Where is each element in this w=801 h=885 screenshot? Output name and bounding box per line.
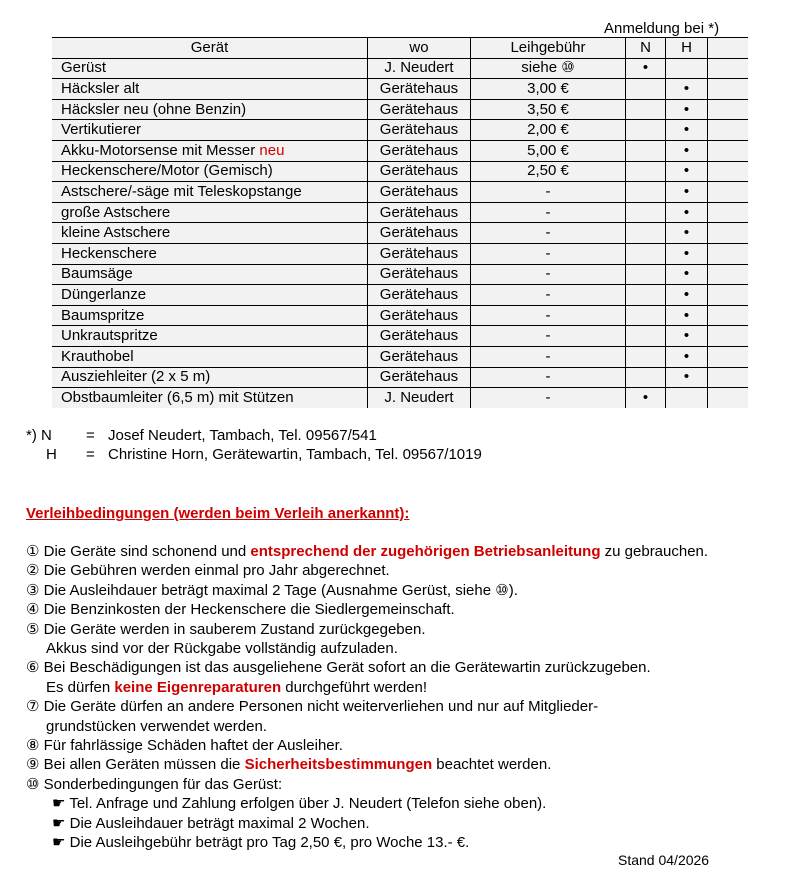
table-row [52,161,748,182]
table-header-row [52,38,748,59]
col-header-wo: wo [368,38,471,59]
col-header-empty [708,38,749,59]
cell-h-marker: • [666,140,708,161]
cell-geraet [52,202,368,223]
cell-leihgebuehr: - [471,367,626,388]
cell-n-marker [626,99,666,120]
table-row [52,264,748,285]
legend-text: Josef Neudert, Tambach, Tel. 09567/541 [108,427,377,444]
table-row [52,182,748,203]
condition-highlight: entsprechend der zugehörigen Betriebsanleitung [250,543,601,560]
geraet-name: Häcksler alt [61,79,140,97]
legend-key: H [46,446,57,463]
cell-n-marker [626,223,666,244]
condition-10: ⑩ Sonderbedingungen für das Gerüst: [26,775,283,793]
cell-empty [708,388,749,408]
cell-n-marker [626,202,666,223]
condition-9 [26,755,708,774]
cell-leihgebuehr: - [471,243,626,264]
cell-empty [708,120,749,141]
condition-5: ⑤ Die Geräte werden in sauberem Zustand zurückgegeben. [26,620,426,638]
table-row [52,326,748,347]
cell-empty [708,285,749,306]
table-row [52,285,748,306]
cell-h-marker [666,58,708,79]
cell-h-marker: • [666,161,708,182]
cell-leihgebuehr: siehe ⑩ [471,58,626,79]
cell-h-marker: • [666,326,708,347]
cell-empty [708,79,749,100]
condition-highlight: keine Eigenreparaturen [114,678,282,696]
cell-geraet [52,58,368,79]
cell-h-marker: • [666,285,708,306]
condition-2: ② Die Gebühren werden einmal pro Jahr abgerechnet. [26,562,390,580]
cell-geraet [52,264,368,285]
cell-wo: Gerätehaus [368,202,471,223]
condition-8: ⑧ Für fahrlässige Schäden haftet der Ausleiher. [26,737,343,755]
cell-empty [708,182,749,203]
condition-6: ⑥ Bei Beschädigungen ist das ausgeliehene Gerät sofort an die Gerätewartin zurückzugeben. [26,659,651,677]
cell-geraet [52,223,368,244]
cell-leihgebuehr: - [471,326,626,347]
table-row [52,346,748,367]
cell-n-marker [626,326,666,347]
table-row [52,79,748,100]
col-header-geraet: Gerät [52,38,368,59]
cell-geraet [52,367,368,388]
cell-n-marker [626,120,666,141]
cell-empty [708,223,749,244]
conditions-title: Verleihbedingungen (werden beim Verleih anerkannt): [26,505,410,522]
cell-n-marker: • [626,388,666,408]
cell-leihgebuehr: - [471,346,626,367]
cell-n-marker [626,182,666,203]
condition-text: ① Die Geräte sind schonend und [26,543,251,560]
cell-geraet [52,120,368,141]
cell-h-marker: • [666,264,708,285]
geraet-name: Krauthobel [61,347,134,365]
cell-wo: Gerätehaus [368,305,471,326]
geraet-name: kleine Astschere [61,224,171,242]
condition-7: ⑦ Die Geräte dürfen an andere Personen nicht weiterverliehen und nur auf Mitglieder- [26,698,599,716]
cell-wo: Gerätehaus [368,243,471,264]
cell-n-marker [626,346,666,367]
cell-empty [708,140,749,161]
cell-empty [708,99,749,120]
cell-wo: Gerätehaus [368,346,471,367]
cell-empty [708,346,749,367]
cell-wo: Gerätehaus [368,161,471,182]
geraet-name: große Astschere [61,203,171,221]
condition-3: ③ Die Ausleihdauer beträgt maximal 2 Tage (Ausnahme Gerüst, siehe ⑩). [26,581,518,599]
anmeldung-label: Anmeldung bei *) [604,20,720,37]
geraet-name: Ausziehleiter (2 x 5 m) [61,368,211,386]
cell-h-marker: • [666,223,708,244]
cell-leihgebuehr: 3,50 € [471,99,626,120]
geraete-table [52,37,748,408]
cell-geraet [52,305,368,326]
new-badge: neu [259,141,285,159]
table-row [52,367,748,388]
cell-wo: Gerätehaus [368,140,471,161]
cell-wo: Gerätehaus [368,223,471,244]
geraet-name: Baumspritze [61,306,145,324]
cell-n-marker [626,140,666,161]
cell-wo: Gerätehaus [368,326,471,347]
cell-leihgebuehr: - [471,388,626,408]
cell-h-marker: • [666,120,708,141]
condition-text: beachtet werden. [432,756,552,774]
condition-10-item-3: ☛ Die Ausleihgebühr beträgt pro Tag 2,50 €, pro Woche 13.- €. [52,834,470,852]
cell-h-marker: • [666,305,708,326]
cell-geraet [52,140,368,161]
legend-row-h [26,445,482,464]
cell-h-marker: • [666,243,708,264]
cell-leihgebuehr: 2,00 € [471,120,626,141]
cell-n-marker [626,305,666,326]
cell-empty [708,202,749,223]
table-row [52,305,748,326]
geraet-name: Astschere/-säge mit Teleskopstange [61,182,302,200]
table-row [52,120,748,141]
cell-n-marker [626,79,666,100]
condition-5-cont: Akkus sind vor der Rückgabe vollständig aufzuladen. [46,640,398,658]
cell-leihgebuehr: - [471,182,626,203]
cell-geraet [52,182,368,203]
cell-h-marker: • [666,202,708,223]
geraet-name: Obstbaumleiter (6,5 m) mit Stützen [61,388,294,406]
cell-leihgebuehr: - [471,202,626,223]
cell-n-marker: • [626,58,666,79]
condition-highlight: Sicherheitsbestimmungen [244,756,433,774]
table-row [52,388,748,408]
cell-wo: J. Neudert [368,388,471,408]
cell-wo: J. Neudert [368,58,471,79]
condition-text: durchgeführt werden! [281,678,428,696]
legend-row-n [26,426,482,445]
cell-h-marker: • [666,367,708,388]
table-row [52,99,748,120]
cell-empty [708,367,749,388]
condition-4: ④ Die Benzinkosten der Heckenschere die Siedlergemeinschaft. [26,601,455,619]
cell-wo: Gerätehaus [368,79,471,100]
condition-text: Es dürfen [46,678,115,696]
col-header-leihgebuehr: Leihgebühr [471,38,626,59]
table-row [52,58,748,79]
cell-geraet [52,99,368,120]
cell-h-marker: • [666,79,708,100]
legend [26,426,482,464]
condition-10-item-2: ☛ Die Ausleihdauer beträgt maximal 2 Wochen. [52,814,370,832]
stand-date: Stand 04/2026 [618,852,710,868]
cell-empty [708,326,749,347]
cell-geraet [52,326,368,347]
condition-10-item-1: ☛ Tel. Anfrage und Zahlung erfolgen über J. Neudert (Telefon siehe oben). [52,795,547,813]
cell-leihgebuehr: - [471,264,626,285]
table-row [52,223,748,244]
table-row [52,140,748,161]
cell-n-marker [626,285,666,306]
geraet-name: Gerüst [61,59,107,77]
cell-leihgebuehr: 2,50 € [471,161,626,182]
cell-wo: Gerätehaus [368,264,471,285]
col-header-n: N [626,38,666,59]
condition-text: ⑨ Bei allen Geräten müssen die [26,756,245,774]
cell-leihgebuehr: 5,00 € [471,140,626,161]
geraet-name: Unkrautspritze [61,327,158,345]
table-row [52,202,748,223]
geraet-name: Heckenschere [61,244,157,262]
col-header-h: H [666,38,708,59]
cell-n-marker [626,161,666,182]
geraet-name: Düngerlanze [61,285,147,303]
cell-n-marker [626,367,666,388]
cell-empty [708,243,749,264]
conditions-list [26,542,708,853]
condition-7-cont: grundstücken verwendet werden. [46,717,267,735]
condition-1 [26,542,708,561]
cell-wo: Gerätehaus [368,182,471,203]
cell-geraet [52,346,368,367]
cell-h-marker [666,388,708,408]
geraet-name: Vertikutierer [61,121,142,139]
cell-empty [708,161,749,182]
cell-h-marker: • [666,346,708,367]
legend-text: Christine Horn, Gerätewartin, Tambach, Tel. 09567/1019 [108,446,482,463]
cell-geraet [52,285,368,306]
cell-geraet [52,79,368,100]
cell-empty [708,305,749,326]
legend-eq: = [86,446,95,463]
geraet-name: Baumsäge [61,265,133,283]
condition-text: zu gebrauchen. [600,543,709,560]
cell-geraet [52,243,368,264]
geraet-name: Akku-Motorsense mit Messer [61,141,256,159]
geraet-name: Heckenschere/Motor (Gemisch) [61,162,273,180]
condition-6-cont [26,678,708,697]
cell-leihgebuehr: - [471,285,626,306]
cell-geraet [52,161,368,182]
cell-n-marker [626,264,666,285]
cell-h-marker: • [666,182,708,203]
cell-leihgebuehr: - [471,223,626,244]
cell-empty [708,58,749,79]
cell-leihgebuehr: 3,00 € [471,79,626,100]
cell-h-marker: • [666,99,708,120]
cell-n-marker [626,243,666,264]
cell-wo: Gerätehaus [368,99,471,120]
cell-leihgebuehr: - [471,305,626,326]
geraet-name: Häcksler neu (ohne Benzin) [61,100,247,118]
cell-wo: Gerätehaus [368,120,471,141]
cell-geraet [52,388,368,408]
table-body [52,58,748,408]
cell-empty [708,264,749,285]
cell-wo: Gerätehaus [368,285,471,306]
cell-wo: Gerätehaus [368,367,471,388]
legend-key: *) N [26,427,52,444]
table-row [52,243,748,264]
legend-eq: = [86,427,95,444]
